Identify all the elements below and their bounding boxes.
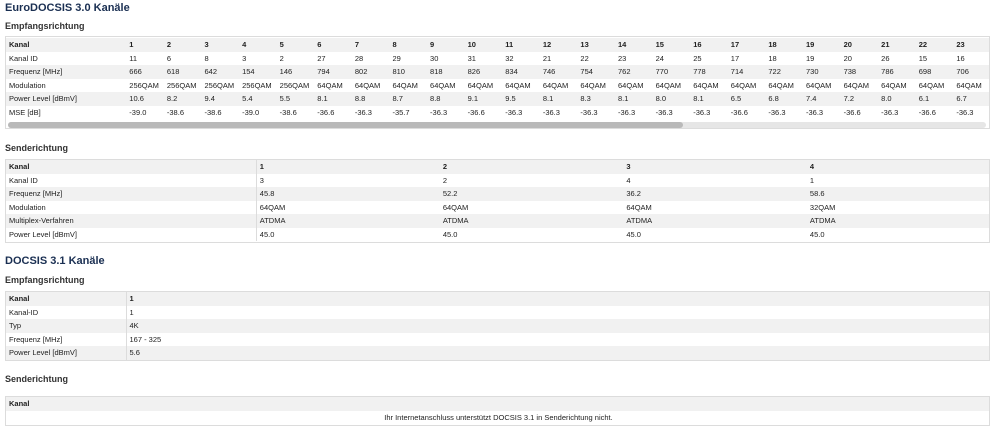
row-label: Kanal-ID bbox=[6, 306, 126, 320]
cell-value: 22 bbox=[577, 52, 615, 66]
cell-value: 8.2 bbox=[164, 92, 202, 106]
cell-value: 738 bbox=[841, 65, 879, 79]
cell-value: 754 bbox=[577, 65, 615, 79]
cell-value: 706 bbox=[953, 65, 990, 79]
cell-value: 24 bbox=[653, 52, 691, 66]
cell-value: 746 bbox=[540, 65, 578, 79]
channel-number: 23 bbox=[953, 38, 990, 52]
row-label: Frequenz [MHz] bbox=[6, 65, 126, 79]
cell-value: -36.3 bbox=[803, 106, 841, 120]
cell-value: 16 bbox=[953, 52, 990, 66]
cell-value: 64QAM bbox=[728, 79, 766, 93]
cell-value: ATDMA bbox=[807, 214, 990, 228]
cell-value: 4K bbox=[126, 319, 990, 333]
cell-value: -36.3 bbox=[953, 106, 990, 120]
cell-value: 11 bbox=[126, 52, 164, 66]
row-label: Frequenz [MHz] bbox=[6, 333, 126, 347]
cell-value: 8.1 bbox=[314, 92, 352, 106]
cell-value: 802 bbox=[352, 65, 390, 79]
cell-value: 256QAM bbox=[277, 79, 315, 93]
cell-value: -35.7 bbox=[389, 106, 427, 120]
channel-number: 20 bbox=[841, 38, 879, 52]
cell-value: 64QAM bbox=[314, 79, 352, 93]
cell-value: 21 bbox=[540, 52, 578, 66]
cell-value: 45.0 bbox=[256, 228, 440, 242]
cell-value: 32 bbox=[502, 52, 540, 66]
cell-value: 52.2 bbox=[440, 187, 624, 201]
cell-value: 8.8 bbox=[427, 92, 465, 106]
channel-number: 5 bbox=[277, 38, 315, 52]
cell-value: 8.0 bbox=[653, 92, 691, 106]
cell-value: 58.6 bbox=[807, 187, 990, 201]
table-row bbox=[6, 187, 990, 201]
table-row bbox=[6, 346, 990, 360]
cell-value: 64QAM bbox=[803, 79, 841, 93]
ds31-table bbox=[6, 292, 990, 360]
cell-value: 7.4 bbox=[803, 92, 841, 106]
channel-number: 10 bbox=[465, 38, 503, 52]
cell-value: 8.3 bbox=[577, 92, 615, 106]
cell-value: 6.8 bbox=[765, 92, 803, 106]
channel-number: 18 bbox=[765, 38, 803, 52]
section-title-docsis31: DOCSIS 3.1 Kanäle bbox=[5, 255, 105, 267]
cell-value: 2 bbox=[440, 174, 624, 188]
row-label: Modulation bbox=[6, 79, 126, 93]
cell-value: 64QAM bbox=[256, 201, 440, 215]
cell-value: 167 - 325 bbox=[126, 333, 990, 347]
cell-value: 154 bbox=[239, 65, 277, 79]
cell-value: 1 bbox=[807, 174, 990, 188]
cell-value: 714 bbox=[728, 65, 766, 79]
ds30-table-container[interactable] bbox=[5, 36, 990, 129]
ds30-horizontal-scrollbar[interactable] bbox=[8, 122, 986, 128]
channel-number: 21 bbox=[878, 38, 916, 52]
cell-value: -36.3 bbox=[577, 106, 615, 120]
cell-value: 64QAM bbox=[953, 79, 990, 93]
cell-value: 64QAM bbox=[389, 79, 427, 93]
cell-value: 64QAM bbox=[465, 79, 503, 93]
table-header-row bbox=[6, 38, 990, 52]
cell-value: -36.6 bbox=[841, 106, 879, 120]
cell-value: 64QAM bbox=[916, 79, 954, 93]
cell-value: 64QAM bbox=[577, 79, 615, 93]
cell-value: 27 bbox=[314, 52, 352, 66]
table-row bbox=[6, 79, 990, 93]
cell-value: 666 bbox=[126, 65, 164, 79]
channel-number: 1 bbox=[256, 160, 440, 174]
table-row bbox=[6, 174, 990, 188]
cell-value: 722 bbox=[765, 65, 803, 79]
row-label: Frequenz [MHz] bbox=[6, 187, 256, 201]
cell-value: 64QAM bbox=[653, 79, 691, 93]
cell-value: 7.2 bbox=[841, 92, 879, 106]
cell-value: 64QAM bbox=[427, 79, 465, 93]
cell-value: 8.1 bbox=[540, 92, 578, 106]
cell-value: 8.8 bbox=[352, 92, 390, 106]
table-header-row bbox=[6, 292, 990, 306]
cell-value: 23 bbox=[615, 52, 653, 66]
cell-value: -36.3 bbox=[653, 106, 691, 120]
cell-value: 8.1 bbox=[690, 92, 728, 106]
cell-value: 6 bbox=[164, 52, 202, 66]
channel-number: 22 bbox=[916, 38, 954, 52]
cell-value: 256QAM bbox=[126, 79, 164, 93]
cell-value: ATDMA bbox=[256, 214, 440, 228]
channel-number: 6 bbox=[314, 38, 352, 52]
cell-value: 64QAM bbox=[690, 79, 728, 93]
cell-value: 8.7 bbox=[389, 92, 427, 106]
row-label: Power Level [dBmV] bbox=[6, 92, 126, 106]
row-label: Kanal ID bbox=[6, 52, 126, 66]
channel-number: 2 bbox=[164, 38, 202, 52]
channel-number: 4 bbox=[807, 160, 990, 174]
cell-value: 6.5 bbox=[728, 92, 766, 106]
cell-value: 762 bbox=[615, 65, 653, 79]
section-title-docsis30: EuroDOCSIS 3.0 Kanäle bbox=[5, 2, 130, 14]
channel-number: 9 bbox=[427, 38, 465, 52]
cell-value: 26 bbox=[878, 52, 916, 66]
cell-value: 2 bbox=[277, 52, 315, 66]
row-label: Power Level [dBmV] bbox=[6, 228, 256, 242]
cell-value: 5.4 bbox=[239, 92, 277, 106]
cell-value: -36.6 bbox=[465, 106, 503, 120]
subsection-title-ds31: Empfangsrichtung bbox=[5, 275, 85, 285]
us30-table bbox=[6, 160, 990, 241]
cell-value: 28 bbox=[352, 52, 390, 66]
cell-value: 64QAM bbox=[765, 79, 803, 93]
cell-value: 19 bbox=[803, 52, 841, 66]
cell-value: 1 bbox=[126, 306, 990, 320]
table-row bbox=[6, 65, 990, 79]
channel-number: 2 bbox=[440, 160, 624, 174]
cell-value: -36.6 bbox=[314, 106, 352, 120]
cell-value: -36.3 bbox=[765, 106, 803, 120]
row-label: Power Level [dBmV] bbox=[6, 346, 126, 360]
channel-number: 7 bbox=[352, 38, 390, 52]
row-label: Modulation bbox=[6, 201, 256, 215]
cell-value: 17 bbox=[728, 52, 766, 66]
cell-value: 64QAM bbox=[502, 79, 540, 93]
cell-value: -36.6 bbox=[916, 106, 954, 120]
table-row bbox=[6, 319, 990, 333]
cell-value: 3 bbox=[239, 52, 277, 66]
cell-value: 5.5 bbox=[277, 92, 315, 106]
cell-value: 256QAM bbox=[164, 79, 202, 93]
cell-value: 4 bbox=[623, 174, 807, 188]
cell-value: 45.8 bbox=[256, 187, 440, 201]
channel-number: 19 bbox=[803, 38, 841, 52]
cell-value: ATDMA bbox=[440, 214, 624, 228]
cell-value: 36.2 bbox=[623, 187, 807, 201]
table-header-row bbox=[6, 160, 990, 174]
ds31-table-container bbox=[5, 291, 990, 361]
row-label: Typ bbox=[6, 319, 126, 333]
cell-value: 794 bbox=[314, 65, 352, 79]
cell-value: 15 bbox=[916, 52, 954, 66]
cell-value: 10.6 bbox=[126, 92, 164, 106]
cell-value: 20 bbox=[841, 52, 879, 66]
cell-value: 9.4 bbox=[201, 92, 239, 106]
cell-value: 818 bbox=[427, 65, 465, 79]
cell-value: 146 bbox=[277, 65, 315, 79]
cell-value: -36.3 bbox=[540, 106, 578, 120]
cell-value: -36.3 bbox=[615, 106, 653, 120]
channel-number: 1 bbox=[126, 292, 990, 306]
cell-value: 3 bbox=[256, 174, 440, 188]
cell-value: 6.1 bbox=[916, 92, 954, 106]
cell-value: 45.0 bbox=[807, 228, 990, 242]
header-label: Kanal bbox=[6, 38, 126, 52]
cell-value: 8.1 bbox=[615, 92, 653, 106]
table-row bbox=[6, 333, 990, 347]
subsection-title-us31: Senderichtung bbox=[5, 374, 69, 384]
cell-value: -39.0 bbox=[126, 106, 164, 120]
cell-value: -36.3 bbox=[502, 106, 540, 120]
cell-value: -36.6 bbox=[728, 106, 766, 120]
cell-value: 64QAM bbox=[352, 79, 390, 93]
cell-value: 730 bbox=[803, 65, 841, 79]
channel-number: 15 bbox=[653, 38, 691, 52]
cell-value: -38.6 bbox=[164, 106, 202, 120]
cell-value: -36.3 bbox=[690, 106, 728, 120]
cell-value: 32QAM bbox=[807, 201, 990, 215]
cell-value: 31 bbox=[465, 52, 503, 66]
channel-number: 1 bbox=[126, 38, 164, 52]
cell-value: 29 bbox=[389, 52, 427, 66]
cell-value: 810 bbox=[389, 65, 427, 79]
table-row bbox=[6, 228, 990, 242]
row-label: Multiplex-Verfahren bbox=[6, 214, 256, 228]
subsection-title-us30: Senderichtung bbox=[5, 143, 69, 153]
cell-value: -38.6 bbox=[277, 106, 315, 120]
cell-value: 45.0 bbox=[623, 228, 807, 242]
cell-value: 826 bbox=[465, 65, 503, 79]
cell-value: 25 bbox=[690, 52, 728, 66]
row-label: MSE [dB] bbox=[6, 106, 126, 120]
cell-value: 45.0 bbox=[440, 228, 624, 242]
row-label: Kanal ID bbox=[6, 174, 256, 188]
table-row bbox=[6, 92, 990, 106]
cell-value: 5.6 bbox=[126, 346, 990, 360]
cell-value: 9.1 bbox=[465, 92, 503, 106]
cell-value: 64QAM bbox=[440, 201, 624, 215]
table-row bbox=[6, 106, 990, 120]
cell-value: -39.0 bbox=[239, 106, 277, 120]
cell-value: ATDMA bbox=[623, 214, 807, 228]
cell-value: 698 bbox=[916, 65, 954, 79]
cell-value: 9.5 bbox=[502, 92, 540, 106]
cell-value: 6.7 bbox=[953, 92, 990, 106]
cell-value: -36.3 bbox=[878, 106, 916, 120]
subsection-title-ds30: Empfangsrichtung bbox=[5, 21, 85, 31]
us30-table-container bbox=[5, 159, 990, 243]
cell-value: 256QAM bbox=[201, 79, 239, 93]
channel-number: 8 bbox=[389, 38, 427, 52]
cell-value: 64QAM bbox=[540, 79, 578, 93]
cell-value: 778 bbox=[690, 65, 728, 79]
cell-value: 64QAM bbox=[615, 79, 653, 93]
cell-value: 8 bbox=[201, 52, 239, 66]
cell-value: -36.3 bbox=[427, 106, 465, 120]
channel-number: 14 bbox=[615, 38, 653, 52]
cell-value: 30 bbox=[427, 52, 465, 66]
header-label: Kanal bbox=[6, 292, 126, 306]
channel-number: 3 bbox=[623, 160, 807, 174]
table-row bbox=[6, 306, 990, 320]
cell-value: 770 bbox=[653, 65, 691, 79]
cell-value: 834 bbox=[502, 65, 540, 79]
channel-number: 11 bbox=[502, 38, 540, 52]
us31-table bbox=[6, 397, 990, 424]
cell-value: -38.6 bbox=[201, 106, 239, 120]
table-row bbox=[6, 52, 990, 66]
channel-number: 17 bbox=[728, 38, 766, 52]
table-row bbox=[6, 201, 990, 215]
cell-value: 642 bbox=[201, 65, 239, 79]
cell-value: 618 bbox=[164, 65, 202, 79]
table-row bbox=[6, 214, 990, 228]
us31-table-container bbox=[5, 396, 990, 426]
cell-value: 64QAM bbox=[878, 79, 916, 93]
channel-number: 16 bbox=[690, 38, 728, 52]
channel-number: 3 bbox=[201, 38, 239, 52]
ds30-scrollbar-thumb[interactable] bbox=[8, 122, 683, 128]
table-header-row bbox=[6, 397, 990, 411]
cell-value: -36.3 bbox=[352, 106, 390, 120]
cell-value: 256QAM bbox=[239, 79, 277, 93]
channel-number: 12 bbox=[540, 38, 578, 52]
cell-value: 8.0 bbox=[878, 92, 916, 106]
cell-value: 786 bbox=[878, 65, 916, 79]
cell-value: 18 bbox=[765, 52, 803, 66]
channel-number: 4 bbox=[239, 38, 277, 52]
unsupported-notice: Ihr Internetanschluss unterstützt DOCSIS 3.1 in Senderichtung nicht. bbox=[6, 411, 990, 425]
header-label: Kanal bbox=[6, 397, 990, 411]
ds30-table bbox=[6, 38, 990, 119]
channel-number: 13 bbox=[577, 38, 615, 52]
cell-value: 64QAM bbox=[623, 201, 807, 215]
header-label: Kanal bbox=[6, 160, 256, 174]
cell-value: 64QAM bbox=[841, 79, 879, 93]
table-row bbox=[6, 411, 990, 425]
